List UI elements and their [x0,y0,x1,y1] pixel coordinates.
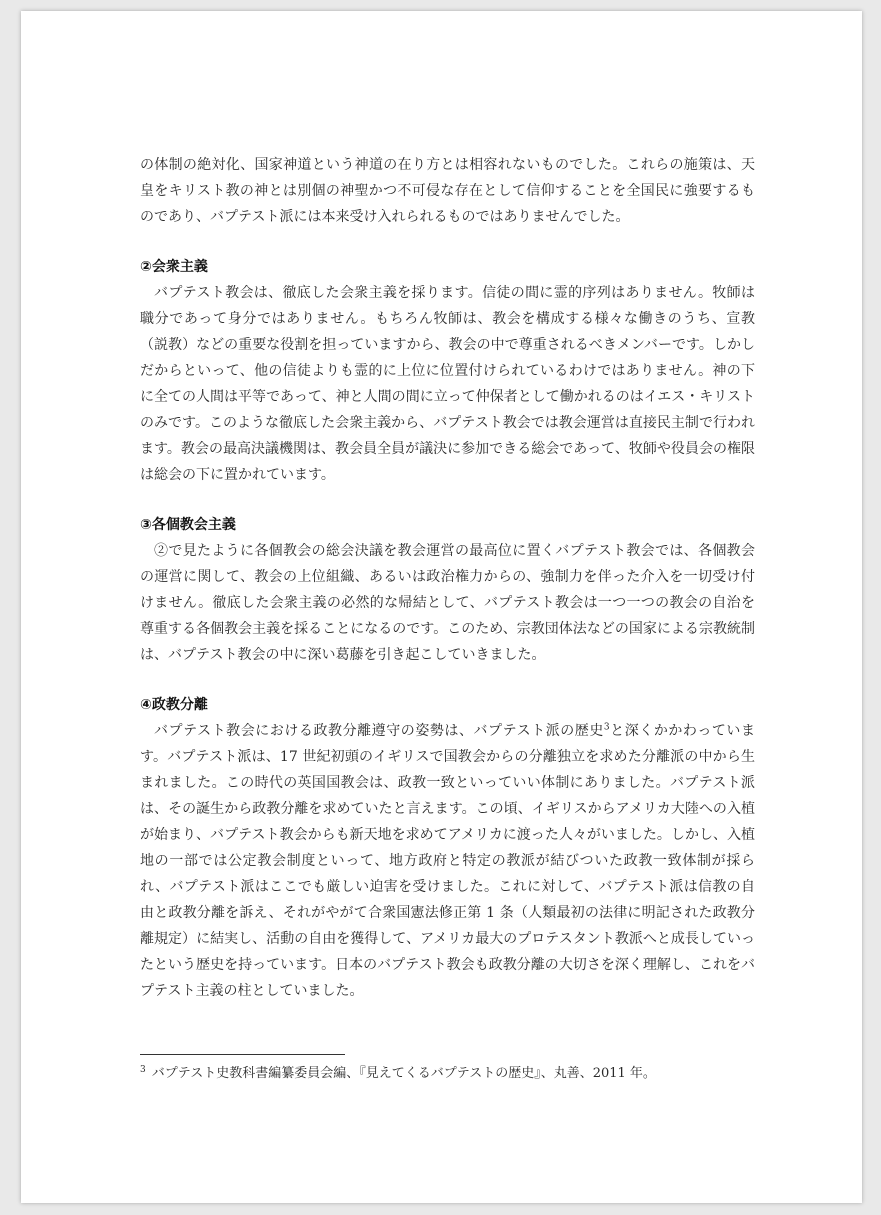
footnote-text: バプテスト史教科書編纂委員会編、『見えてくるバプテストの歴史』、丸善、2011 年。 [151,1066,656,1081]
page-body [140,152,755,1004]
body-text-part-1: バプテスト教会における政教分離遵守の姿勢は、バプテスト派の歴史 [154,723,604,739]
document-page [21,11,862,1203]
section-body-congregationalism: バプテスト教会は、徹底した会衆主義を採ります。信徒の間に霊的序列はありません。牧師は職分であって身分ではありません。もちろん牧師は、教会を構成する様々な働きのうち、宣教（説教）などの重要な役割を担っていますから、教会の中で尊重されるべきメンバーです。しかしだからといって、他の信徒よりも霊的に上位に位置付けられているわけではありません。神の下に全ての人間は平等であって、神と人間の間に立って仲保者として働かれるのはイエス・キリストのみです。このような徹底した会衆主義から、バプテスト教会では教会運営は直接民主制で行われます。教会の最高決議機関は、教会員全員が議決に参加できる総会であって、牧師や役員会の権限は総会の下に置かれています。 [140,285,755,483]
section-heading-local-church-autonomy: ③各個教会主義 [140,517,236,533]
section-body-local-church-autonomy: ②で見たように各個教会の総会決議を教会運営の最高位に置くバプテスト教会では、各個教会の運営に関して、教会の上位組織、あるいは政治権力からの、強制力を伴った介入を一切受け付けません。徹底した会衆主義の必然的な帰結として、バプテスト教会は一つ一つの教会の自治を尊重する各個教会主義を採ることになるのです。このため、宗教団体法などの国家による宗教統制は、バプテスト教会の中に深い葛藤を引き起こしていきました。 [140,543,755,663]
section-heading-congregationalism: ②会衆主義 [140,259,208,275]
intro-paragraph: の体制の絶対化、国家神道という神道の在り方とは相容れないものでした。これらの施策は、天皇をキリスト教の神とは別個の神聖かつ不可侵な存在として信仰することを全国民に強要するものであり、バプテスト派には本来受け入れられるものではありませんでした。 [140,157,755,225]
body-text-part-2: と深くかかわっています。バプテスト派は、17 世紀初頭のイギリスで国教会からの分離独立を求めた分離派の中から生まれました。この時代の英国国教会は、政教一致といっていい体制にありました。バプテスト派は、その誕生から政教分離を求めていたと言えます。この頃、イギリスからアメリカ大陸への入植が始まり、バプテスト教会からも新天地を求めてアメリカに渡った人々がいました。しかし、入植地の一部では公定教会制度といって、地方政府と特定の教派が結びついた政教一致体制が採られ、バプテスト派はここでも厳しい迫害を受けました。これに対して、バプテスト派は信教の自由と政教分離を訴え、それがやがて合衆国憲法修正第 1 条（人類最初の法律に明記された政教分離規定）に結実し、活動の自由を獲得して、アメリカ最大のプロテスタント教派へと成長していったという歴史を持っています。日本のバプテスト教会も政教分離の大切さを深く理解し、これをバプテスト主義の柱としていました。 [140,723,755,999]
footnote-reference[interactable]: 3 [603,722,610,733]
section-body-church-state-separation [140,718,755,1004]
section-heading-church-state-separation: ④政教分離 [140,697,208,713]
footnote-number: 3 [140,1064,146,1075]
footnote [140,1063,780,1085]
footnote-divider [140,1054,345,1055]
